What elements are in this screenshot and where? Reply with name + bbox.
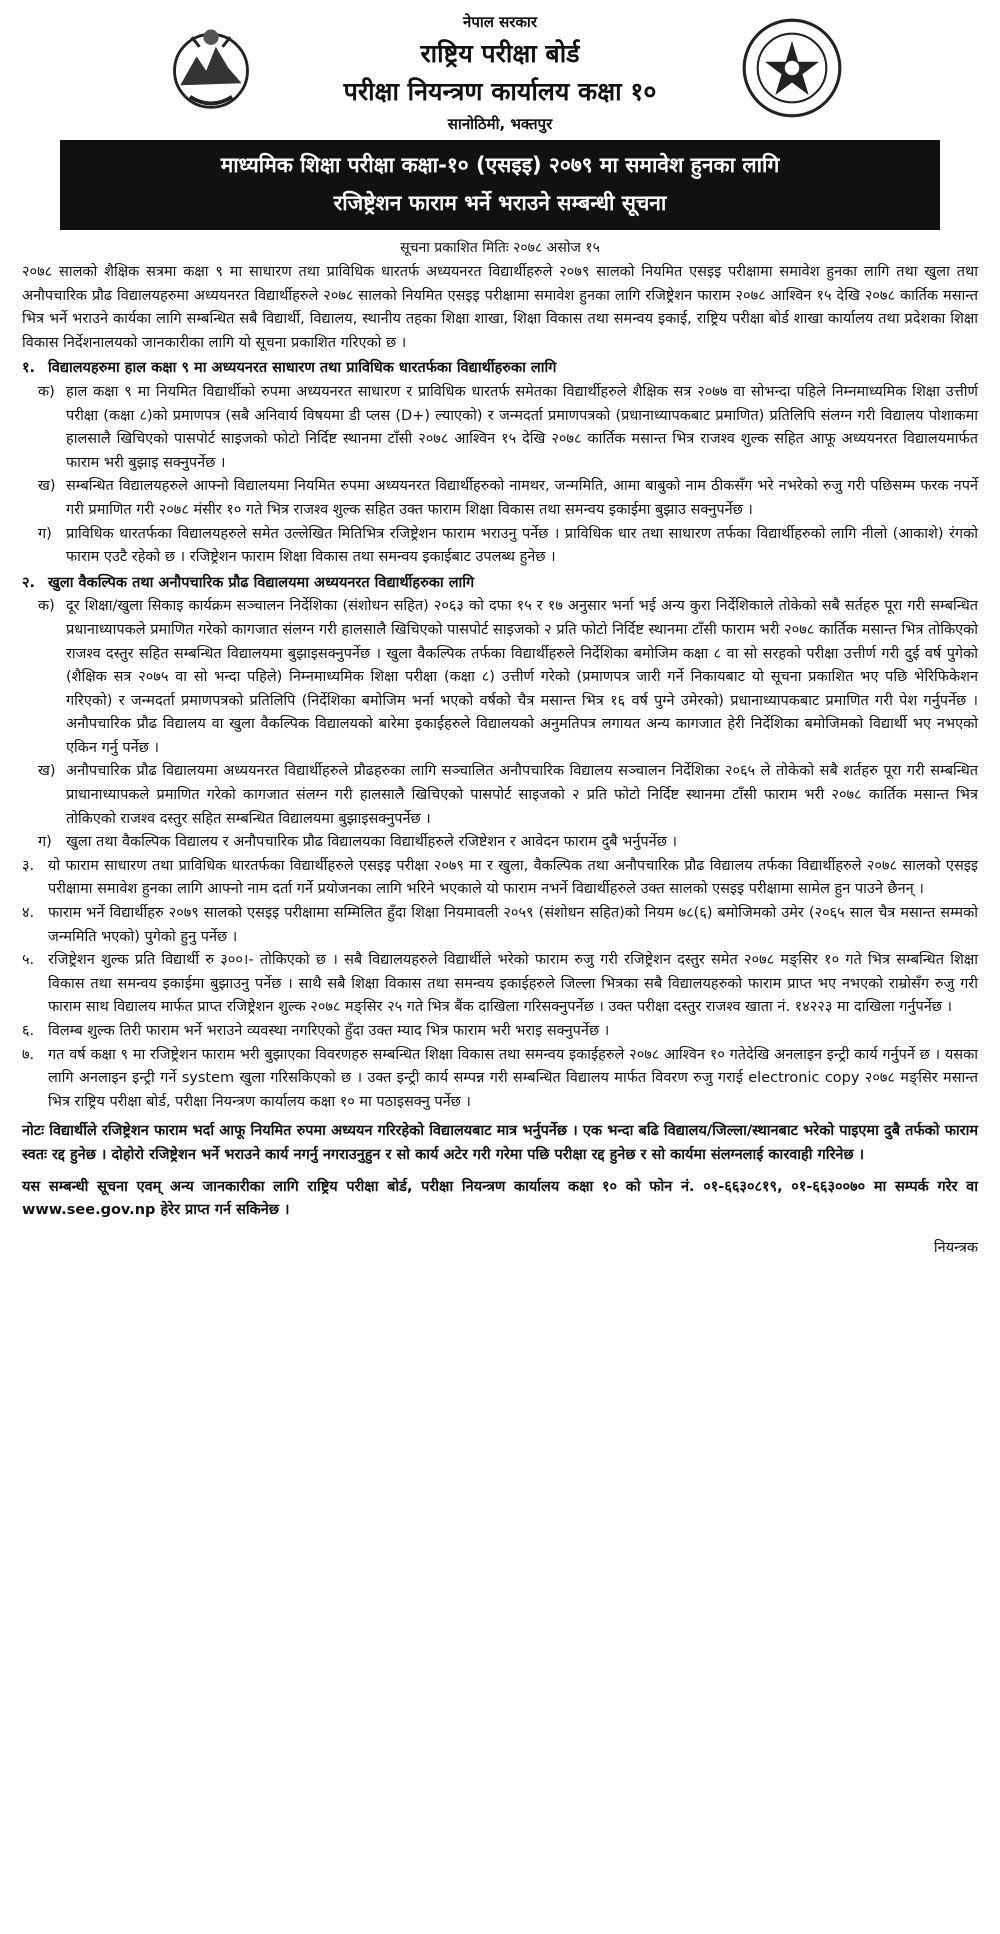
- item-number: ५.: [22, 952, 35, 969]
- item-label: ख): [38, 763, 56, 780]
- header-board: राष्ट्रिय परीक्षा बोर्ड: [420, 39, 580, 68]
- item-label: क): [38, 598, 55, 615]
- item-text: खुला तथा वैकल्पिक विद्यालय र अनौपचारिक प्रौढ विद्यालयका विद्यार्थीहरुले रजिष्टेशन र आवेदन फाराम दुबै भर्नुपर्नेछ ।: [66, 834, 677, 851]
- nepal-emblem-icon: [163, 18, 259, 114]
- item-4: [22, 902, 978, 949]
- item-text: सम्बन्धित विद्यालयहरुले आफ्नो विद्यालयमा नियमित रुपमा अध्ययनरत विद्यार्थीहरुको नामथर, जन्ममिति, आमा बाबुको नाम ठीकसँग भरे नभरेको रुजु गरी पछिसम्म फरक नपर्ने गरी प्रमाणित गरी २०७८ मंसीर १० गते भित्र राजश्व शुल्क सहित उक्त फाराम शिक्षा विकास तथा समन्वय इकाईमा बुझाउ सक्नुपर्नेछ ।: [66, 478, 978, 518]
- section-1-item-c: [38, 523, 978, 570]
- item-text: अनौपचारिक प्रौढ विद्यालयमा अध्ययनरत विद्यार्थीहरुले प्रौढहरुका लागि सञ्चालित अनौपचारिक विद्यालय सञ्चालन निर्देशिका २०६५ ले तोकेको सबै शर्तहरु पूरा गरी सम्बन्धित प्राधानाध्यापकले प्रमाणित गरेको कागजात संलग्न गरी हालसालै खिचिएको पासपोर्ट साइजको २ प्रति फोटो निर्दिष्ट स्थानमा टाँसी फाराम भरी २०७८ कार्तिक मसान्त भित्र तोकिएको राजश्व दस्तुर सहित सम्बन्धित विद्यालयमा बुझाइसक्नुपर्नेछ ।: [66, 763, 978, 827]
- item-number: ७.: [22, 1046, 35, 1063]
- header-government: नेपाल सरकार: [463, 13, 537, 31]
- item-text: विलम्ब शुल्क तिरी फाराम भर्ने भराउने व्यवस्था नगरिएको हुँदा उक्त म्याद भित्र फाराम भरी भराइ सक्नुपर्नेछ ।: [48, 1023, 610, 1039]
- section-2-heading: खुला वैकल्पिक तथा अनौपचारिक प्रौढ विद्यालयमा अध्ययनरत विद्यार्थीहरुका लागि: [48, 574, 475, 591]
- notice-title-banner: [60, 140, 940, 230]
- section-2-item-a: [38, 595, 978, 760]
- item-5: [22, 949, 978, 1020]
- section-1-number: १.: [22, 360, 36, 377]
- item-label: ग): [38, 525, 52, 542]
- publication-date: सूचना प्रकाशित मितिः २०७८ असोज १५: [400, 240, 600, 256]
- banner-line-1: माध्यमिक शिक्षा परीक्षा कक्षा-१० (एसइइ) २०७९ मा समावेश हुनका लागि: [220, 153, 780, 177]
- item-label: क): [38, 383, 55, 400]
- item-text: यो फाराम साधारण तथा प्राविधिक धारतर्फका विद्यार्थीहरुले एसइइ परीक्षा २०७९ मा र खुला, वैकल्पिक तथा अनौपचारिक प्रौढ विद्यालय तर्फका विद्यार्थीहरुले २०७८ सालको एसइइ परीक्षामा समावेश हुनका लागि आफ्नो नाम दर्ता गर्ने प्रयोजनका लागि भरिने भएकाले यो फाराम नभर्ने विद्यार्थीहरुले उक्त सालको एसइइ परीक्षामा सामेल हुन पाउने छैनन् ।: [48, 857, 978, 898]
- section-1-item-a: [38, 381, 978, 475]
- item-text: प्राविधिक धारतर्फका विद्यालयहरुले समेत उल्लेखित मितिभित्र रजिष्ट्रेशन फाराम भराउनु पर्नेछ । प्राविधिक धार तथा साधारण तर्फका विद्यार्थीहरुको लागि नीलो (आकाशे) रंगको फाराम एउटै रहेको छ । रजिष्ट्रेशन फाराम शिक्षा विकास तथा समन्वय इकाईबाट उपलब्ध हुनेछ ।: [66, 525, 978, 566]
- section-2-item-b: [38, 760, 978, 831]
- item-label: ग): [38, 834, 52, 851]
- note-paragraph: नोटः विद्यार्थीले रजिष्ट्रेशन फाराम भर्दा आफू नियमित रुपमा अध्ययन गरिरहेको विद्यालयबाट मात्र भर्नुपर्नेछ । एक भन्दा बढि विद्यालय/जिल्ला/स्थानबाट भरेको पाइएमा दुबै तर्फको फाराम स्वतः रद्द हुनेछ । दोहोरो रजिष्ट्रेशन भर्ने भराउने कार्य नगर्नु नगराउनुहुन र सो कार्य अटेर गरी गरेमा पछि परीक्षा रद्द हुनेछ र सो कार्यमा संलग्नलाई कारवाही गरिनेछ ।: [22, 1123, 978, 1163]
- header-office: परीक्षा नियन्त्रण कार्यालय कक्षा १०: [343, 77, 657, 106]
- notice-body: [22, 261, 978, 1260]
- contact-paragraph: यस सम्बन्धी सूचना एवम् अन्य जानकारीका लागि राष्ट्रिय परीक्षा बोर्ड, परीक्षा नियन्त्रण कार्यालय कक्षा १० को फोन नं. ०१-६६३०८१९, ०१-६६३००७० मा सम्पर्क गरेर वा www.see.gov.np हेरेर प्राप्त गर्न सकिनेछ ।: [22, 1178, 978, 1219]
- item-text: हाल कक्षा ९ मा नियमित विद्यार्थीको रुपमा अध्ययनरत साधारण र प्राविधिक धारतर्फ समेतका विद्यार्थीहरुले शैक्षिक सत्र २०७७ वा सोभन्दा पहिले निम्नमाध्यमिक शिक्षा उत्तीर्ण परीक्षा (कक्षा ८)को प्रमाणपत्र (सबै अनिवार्य विषयमा डी प्लस (D+) ल्याएको) र जन्मदर्ता प्रमाणपत्रको (प्रधानाध्यापकबाट प्रमाणित) प्रतिलिपि संलग्न गरी विद्यालय पोशाकमा हालसालै खिचिएको पासपोर्ट साइजको फोटो निर्दिष्ट स्थानमा टाँसी २०७८ आश्विन १५ देखि २०७८ कार्तिक मसान्त भित्र राजश्व शुल्क सहित आफू अध्ययनरत विद्यालयमार्फत फाराम भरी बुझाइ सक्नुपर्नेछ ।: [66, 383, 978, 471]
- section-2-item-c: [38, 831, 978, 855]
- item-label: ख): [38, 478, 56, 495]
- item-text: फाराम भर्ने विद्यार्थीहरु २०७९ सालको एसइइ परीक्षामा सम्मिलित हुँदा शिक्षा नियमावली २०५९ (संशोधन सहित)को नियम ७८(६) बमोजिमको उमेर (२०६५ साल चैत्र मसान्त सम्मको जन्ममिति भएको) पुगेको हुनु पर्नेछ ।: [48, 905, 978, 945]
- header-address: सानोठिमी, भक्तपुर: [447, 115, 553, 133]
- banner-line-2: रजिष्ट्रेशन फाराम भर्ने भराउने सम्बन्धी सूचना: [333, 191, 667, 215]
- item-number: ४.: [22, 905, 35, 922]
- item-number: ३.: [22, 857, 35, 874]
- item-3: [22, 855, 978, 902]
- item-text: रजिष्ट्रेशन शुल्क प्रति विद्यार्थी रु ३००।- तोकिएको छ । सबै विद्यालयहरुले विद्यार्थीले भरेको फाराम रुजु गरी रजिष्ट्रेशन दस्तुर समेत २०७८ मङ्सिर १० गते भित्र सम्बन्धित शिक्षा विकास तथा समन्वय इकाईमा बुझाउनु पर्नेछ । साथै सबै शिक्षा विकास तथा समन्वय इकाईहरुले जिल्ला भित्रका सबै विद्यालयहरुको फाराम प्राप्त भए नभएको राम्रोसँग रुजु गरी फाराम साथ विद्यालय मार्फत प्राप्त रजिष्ट्रेशन शुल्क २०७८ मङ्सिर २५ गते भित्र बैंक दाखिला गरिसक्नुपर्नेछ । उक्त परीक्षा दस्तुर राजश्व खाता नं. १४२२३ मा दाखिला गर्नुपर्नेछ ।: [48, 952, 978, 1016]
- section-1-item-b: [38, 475, 978, 522]
- item-7: [22, 1044, 978, 1115]
- item-text: दूर शिक्षा/खुला सिकाइ कार्यक्रम सञ्चालन निर्देशिका (संशोधन सहित) २०६३ को दफा १५ र १७ अनुसार भर्ना भई अन्य कुरा निर्देशिकाले तोकेको सबै सर्तहरु पूरा गरी सम्बन्धित प्रधानाध्यापकले प्रमाणित गरेको कागजात संलग्न गरी हालसालै खिचिएको पासपोर्ट साइजको २ प्रति फोटो निर्दिष्ट स्थानमा टाँसी फाराम भरी २०७८ कार्तिक मसान्त भित्र तोकिएको राजश्व दस्तुर सहित सम्बन्धित विद्यालयमा बुझाइसक्नुपर्नेछ । खुला वैकल्पिक तर्फका विद्यार्थीहरुले निर्देशिका बमोजिम कक्षा ८ वा सो सरहको परीक्षा उत्तीर्ण गरी दुई वर्ष पुगेको (शैक्षिक सत्र २०७५ वा सो भन्दा पहिले) निम्नमाध्यमिक शिक्षा परीक्षा (कक्षा ८) उत्तीर्ण गरेको (प्रमाणपत्र जारी गर्ने निकायबाट यो सूचना प्रकाशित भए पछि भेरिफिकेशन गरिएको) र जन्मदर्ता प्रमाणपत्रको प्रतिलिपि (निर्देशिका बमोजिम भर्ना भएको वर्षको चैत्र मसान्त भित्र १६ वर्ष पुग्ने उमेरको) प्रधानाध्यापकबाट प्रमाणित गरी पेश गर्नुपर्नेछ । अनौपचारिक प्रौढ विद्यालय वा खुला वैकल्पिक विद्यालयको बारेमा इकाईहरुले विद्यालयको अनुमतिपत्र लगायत अन्य कागजात हेरी निर्देशिका बमोजिमको विद्यार्थी भए नभएको एकिन गर्नु पर्नेछ ।: [66, 598, 978, 756]
- intro-paragraph: २०७८ सालको शैक्षिक सत्रमा कक्षा ९ मा साधारण तथा प्राविधिक धारतर्फ अध्ययनरत विद्यार्थीहरुले २०७९ सालको नियमित एसइइ परीक्षामा समावेश हुनका लागि तथा खुला तथा अनौपचारिक प्रौढ विद्यालयहरुमा अध्ययनरत विद्यार्थीहरुले २०७८ सालको नियमित एसइइ परीक्षामा समावेश हुनका लागि रजिष्ट्रेशन फाराम २०७८ आश्विन १५ देखि २०७८ कार्तिक मसान्त भित्र भर्ने भराउने कार्यका लागि सम्बन्धित सबै विद्यार्थी, विद्यालय, स्थानीय तहका शिक्षा शाखा, शिक्षा विकास तथा समन्वय इकाई, राष्ट्रिय परीक्षा बोर्ड शाखा कार्यालय तथा प्रदेशका शिक्षा विकास निर्देशनालयको जानकारीका लागि यो सूचना प्रकाशित गरिएको छ ।: [22, 264, 978, 351]
- item-text: गत वर्ष कक्षा ९ मा रजिष्ट्रेशन फाराम भरी बुझाएका विवरणहरु सम्बन्धित शिक्षा विकास तथा समन्वय इकाईहरुले २०७८ आश्विन १० गतेदेखि अनलाइन इन्ट्री कार्य गर्नुपर्ने छ । यसका लागि अनलाइन इन्ट्री गर्ने system खुला गरिसकिएको छ । उक्त इन्ट्री कार्य सम्पन्न गरी सम्बन्धित विद्यालय मार्फत विवरण रुजु गराई electronic copy २०७८ मङ्सिर मसान्त भित्र राष्ट्रिय परीक्षा बोर्ड, परीक्षा नियन्त्रण कार्यालय कक्षा १० मा पठाइसक्नु पर्नेछ ।: [48, 1046, 978, 1110]
- notice-header: [0, 0, 1000, 140]
- item-number: ६.: [22, 1023, 35, 1039]
- section-2-number: २.: [22, 574, 36, 591]
- section-1-heading: विद्यालयहरुमा हाल कक्षा ९ मा अध्ययनरत साधारण तथा प्राविधिक धारतर्फका विद्यार्थीहरुका लागि: [48, 360, 557, 377]
- item-6: [22, 1020, 978, 1044]
- section-1-title: [22, 357, 978, 381]
- section-2-title: [22, 572, 978, 596]
- signoff: नियन्त्रक: [933, 1239, 978, 1256]
- board-seal-icon: [740, 16, 844, 120]
